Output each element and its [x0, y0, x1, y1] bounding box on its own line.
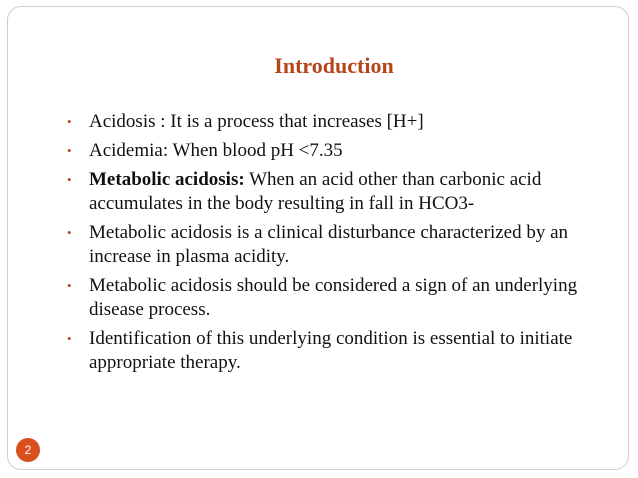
bullet-item [67, 274, 612, 322]
bullet-dot-icon: • [67, 172, 72, 187]
bullet-text: Metabolic acidosis should be considered a sign of an underlying disease process. [89, 275, 578, 320]
slide-title: Introduction [274, 53, 394, 78]
bullet-text: Acidosis : It is a process that increases [H+] [89, 111, 424, 132]
bullet-text: Metabolic acidosis is a clinical disturbance characterized by an increase in plasma acidity. [89, 222, 569, 267]
bullet-dot-icon: • [67, 278, 72, 293]
bullet-text: Acidemia: When blood pH <7.35 [89, 140, 343, 161]
bullet-item [67, 139, 612, 163]
bullet-item [67, 168, 612, 216]
bullet-text: When an acid other than carbonic acid accumulates in the body resulting in fall in HCO3- [89, 169, 542, 214]
bullet-item [67, 327, 612, 375]
bullet-dot-icon: • [67, 114, 72, 129]
bullet-list [67, 110, 612, 380]
bullet-text: Identification of this underlying condition is essential to initiate appropriate therapy. [89, 328, 573, 373]
bullet-dot-icon: • [67, 225, 72, 240]
bullet-bold-lead: Metabolic acidosis: [89, 169, 245, 190]
bullet-item [67, 221, 612, 269]
bullet-item [67, 110, 612, 134]
page-number-badge: 2 [16, 438, 40, 462]
bullet-dot-icon: • [67, 331, 72, 346]
bullet-dot-icon: • [67, 143, 72, 158]
